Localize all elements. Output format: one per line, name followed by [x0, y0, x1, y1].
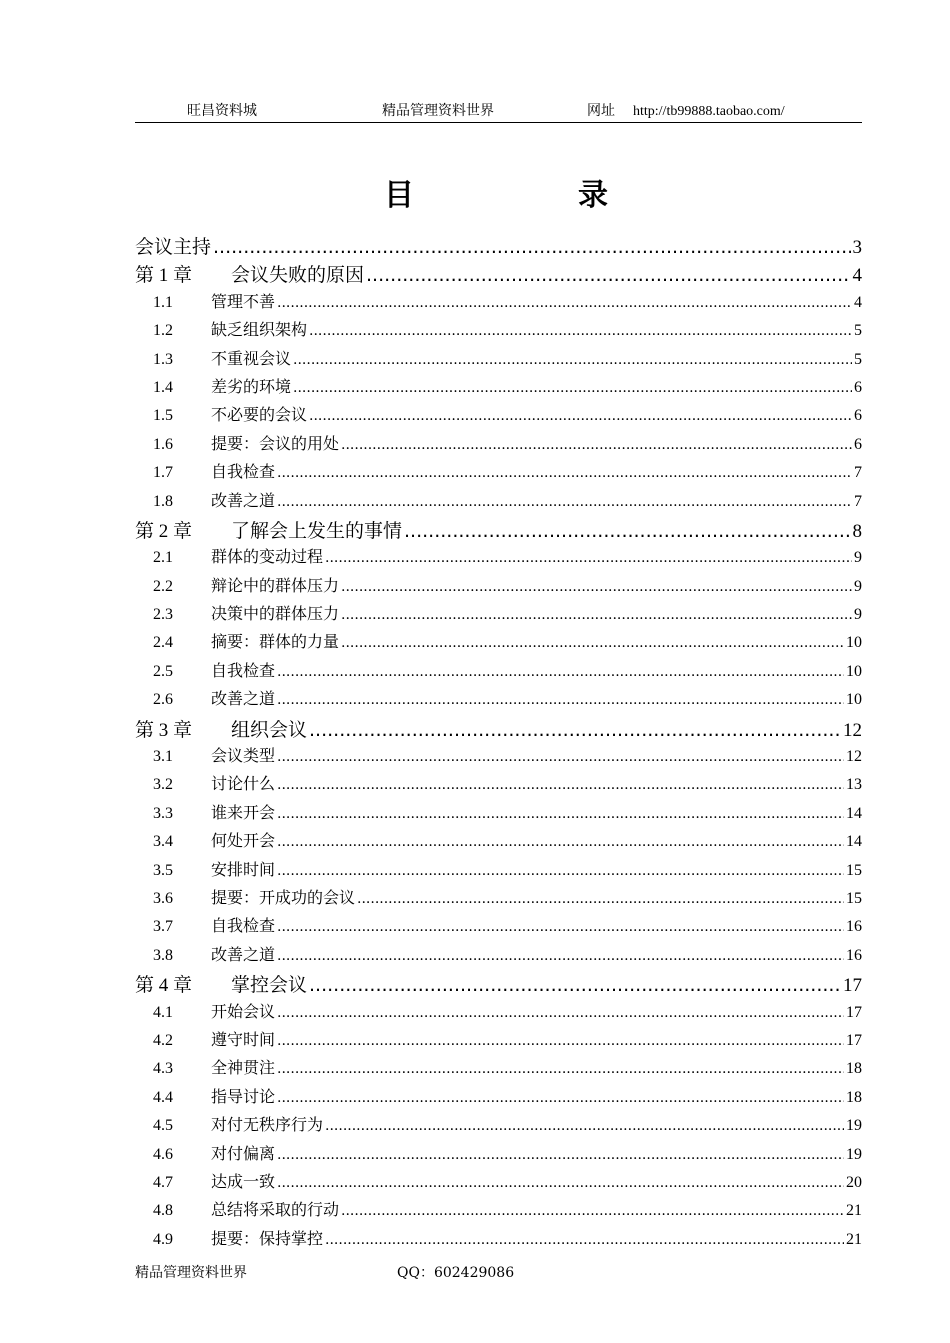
page-title — [0, 170, 950, 214]
toc-entry-title: 决策中的群体压力 — [211, 604, 340, 624]
toc-entry-title: 组织会议 — [231, 718, 308, 741]
toc-entry-title: 群体的变动过程 — [211, 547, 324, 567]
toc-dot-leader — [277, 1175, 844, 1191]
toc-entry-number: 4.9 — [153, 1230, 173, 1248]
toc-section-entry[interactable] — [135, 885, 862, 913]
toc-entry-page: 21 — [846, 1230, 862, 1248]
toc-entry-number: 3.5 — [153, 861, 173, 879]
toc-entry-page: 5 — [854, 350, 862, 368]
toc-dot-leader — [341, 1203, 844, 1219]
toc-entry-title: 自我检查 — [211, 462, 276, 482]
toc-entry-number: 1.1 — [153, 293, 173, 311]
toc-dot-leader — [293, 352, 852, 368]
toc-section-entry[interactable] — [135, 402, 862, 430]
toc-section-entry[interactable] — [135, 800, 862, 828]
toc-section-entry[interactable] — [135, 629, 862, 657]
header-site-name: 旺昌资料城 — [187, 103, 257, 119]
toc-entry-number: 1.2 — [153, 322, 173, 340]
toc-section-entry[interactable] — [135, 942, 862, 970]
toc-entry-page: 20 — [846, 1173, 862, 1191]
toc-entry-title: 指导讨论 — [211, 1086, 276, 1106]
toc-entry-page: 8 — [852, 520, 862, 542]
toc-entry-number: 4.3 — [153, 1060, 173, 1078]
toc-entry-page: 14 — [846, 804, 862, 822]
toc-dot-leader — [277, 834, 844, 850]
toc-section-entry[interactable] — [135, 1226, 862, 1254]
toc-entry-number: 2.4 — [153, 634, 173, 652]
toc-entry-title: 遵守时间 — [211, 1029, 276, 1049]
toc-entry-title: 会议失败的原因 — [231, 264, 365, 287]
toc-entry-page: 17 — [846, 1003, 862, 1021]
toc-entry-number: 4.2 — [153, 1031, 173, 1049]
toc-entry-page: 9 — [854, 577, 862, 595]
toc-entry-page: 13 — [846, 776, 862, 794]
toc-section-entry[interactable] — [135, 601, 862, 629]
title-char-1: 目 — [384, 178, 414, 213]
toc-section-entry[interactable] — [135, 431, 862, 459]
toc-chapter-entry[interactable] — [135, 232, 862, 260]
toc-entry-page: 15 — [846, 889, 862, 907]
title-char-2: 录 — [578, 178, 608, 213]
toc-section-entry[interactable] — [135, 999, 862, 1027]
toc-dot-leader — [341, 607, 852, 623]
toc-entry-page: 17 — [846, 1031, 862, 1049]
toc-entry-title: 了解会上发生的事情 — [231, 519, 403, 542]
toc-dot-leader — [309, 408, 852, 424]
toc-section-entry[interactable] — [135, 573, 862, 601]
toc-entry-number: 3.2 — [153, 776, 173, 794]
toc-dot-leader — [277, 806, 844, 822]
toc-entry-title: 辩论中的群体压力 — [211, 575, 340, 595]
toc-section-entry[interactable] — [135, 1055, 862, 1083]
toc-entry-number: 3.8 — [153, 946, 173, 964]
toc-entry-number: 3.3 — [153, 804, 173, 822]
toc-section-entry[interactable] — [135, 289, 862, 317]
toc-section-entry[interactable] — [135, 1027, 862, 1055]
toc-entry-title: 谁来开会 — [211, 802, 276, 822]
toc-entry-title: 改善之道 — [211, 689, 276, 709]
toc-dot-leader — [277, 1033, 844, 1049]
toc-dot-leader — [309, 719, 841, 741]
toc-entry-title: 讨论什么 — [211, 774, 276, 794]
toc-entry-number: 4.1 — [153, 1003, 173, 1021]
toc-entry-number: 第 4 章 — [135, 975, 193, 997]
toc-dot-leader — [277, 1090, 844, 1106]
toc-entry-number: 1.3 — [153, 350, 173, 368]
toc-section-entry[interactable] — [135, 544, 862, 572]
toc-entry-number: 第 3 章 — [135, 719, 193, 741]
toc-dot-leader — [325, 550, 852, 566]
toc-entry-number: 第 2 章 — [135, 520, 193, 542]
toc-dot-leader — [277, 863, 844, 879]
toc-entry-title: 自我检查 — [211, 660, 276, 680]
toc-section-entry[interactable] — [135, 913, 862, 941]
toc-section-entry[interactable] — [135, 857, 862, 885]
toc-chapter-entry[interactable] — [135, 715, 862, 743]
toc-entry-number: 2.1 — [153, 549, 173, 567]
footer-qq: QQ：602429086 — [397, 1265, 515, 1281]
toc-entry-page: 16 — [846, 918, 862, 936]
toc-entry-title: 达成一致 — [211, 1171, 276, 1191]
toc-entry-number: 3.4 — [153, 833, 173, 851]
toc-dot-leader — [357, 891, 844, 907]
toc-entry-page: 14 — [846, 833, 862, 851]
toc-section-entry[interactable] — [135, 488, 862, 516]
toc-dot-leader — [277, 295, 852, 311]
toc-entry-number: 1.6 — [153, 435, 173, 453]
toc-chapter-entry[interactable] — [135, 516, 862, 544]
toc-entry-page: 15 — [846, 861, 862, 879]
toc-entry-number: 2.3 — [153, 606, 173, 624]
toc-entry-number: 1.5 — [153, 407, 173, 425]
toc-entry-title: 差劣的环境 — [211, 376, 292, 396]
toc-dot-leader — [277, 692, 844, 708]
toc-section-entry[interactable] — [135, 658, 862, 686]
toc-entry-number: 2.5 — [153, 662, 173, 680]
toc-dot-leader — [277, 494, 852, 510]
toc-entry-number: 第 1 章 — [135, 265, 193, 287]
toc-entry-number: 4.6 — [153, 1145, 173, 1163]
toc-entry-page: 12 — [846, 748, 862, 766]
toc-entry-page: 12 — [843, 719, 862, 741]
toc-entry-title: 掌控会议 — [231, 974, 308, 997]
toc-entry-page: 9 — [854, 606, 862, 624]
toc-entry-page: 7 — [854, 464, 862, 482]
toc-entry-number: 4.4 — [153, 1088, 173, 1106]
toc-entry-page: 4 — [854, 293, 862, 311]
toc-entry-page: 21 — [846, 1202, 862, 1220]
toc-dot-leader — [213, 236, 850, 258]
toc-dot-leader — [277, 948, 844, 964]
toc-entry-title: 摘要：群体的力量 — [211, 632, 340, 652]
toc-entry-title: 改善之道 — [211, 490, 276, 510]
toc-section-entry[interactable] — [135, 686, 862, 714]
toc-entry-page: 6 — [854, 378, 862, 396]
toc-entry-page: 6 — [854, 407, 862, 425]
header-website — [587, 100, 785, 120]
toc-entry-title: 会议主持 — [135, 236, 212, 258]
toc-entry-title: 提要：开成功的会议 — [211, 887, 356, 907]
toc-entry-number: 4.8 — [153, 1202, 173, 1220]
toc-dot-leader — [277, 1061, 844, 1077]
toc-entry-page: 19 — [846, 1117, 862, 1135]
toc-entry-title: 不必要的会议 — [211, 405, 308, 425]
footer-left-text: 精品管理资料世界 — [135, 1265, 247, 1281]
toc-entry-title: 提要：保持掌控 — [211, 1228, 324, 1248]
toc-section-entry[interactable] — [135, 743, 862, 771]
header-website-label: 网址 — [587, 103, 615, 119]
toc-section-entry[interactable] — [135, 1141, 862, 1169]
toc-entry-page: 10 — [846, 662, 862, 680]
toc-section-entry[interactable] — [135, 459, 862, 487]
toc-dot-leader — [277, 749, 844, 765]
toc-dot-leader — [277, 1147, 844, 1163]
toc-entry-title: 管理不善 — [211, 291, 276, 311]
toc-entry-number: 3.7 — [153, 918, 173, 936]
toc-entry-title: 对付无秩序行为 — [211, 1115, 324, 1135]
toc-entry-page: 4 — [852, 265, 862, 287]
toc-entry-title: 不重视会议 — [211, 348, 292, 368]
toc-entry-title: 全神贯注 — [211, 1058, 276, 1078]
toc-section-entry[interactable] — [135, 1197, 862, 1225]
toc-dot-leader — [277, 664, 844, 680]
toc-entry-title: 会议类型 — [211, 746, 276, 766]
toc-section-entry[interactable] — [135, 374, 862, 402]
toc-dot-leader — [277, 465, 852, 481]
toc-entry-title: 总结将采取的行动 — [211, 1200, 340, 1220]
toc-dot-leader — [309, 323, 852, 339]
table-of-contents — [135, 232, 862, 1254]
toc-entry-page: 5 — [854, 322, 862, 340]
toc-entry-title: 何处开会 — [211, 831, 276, 851]
toc-entry-page: 19 — [846, 1145, 862, 1163]
toc-entry-number: 1.4 — [153, 378, 173, 396]
toc-chapter-entry[interactable] — [135, 260, 862, 288]
toc-entry-page: 10 — [846, 634, 862, 652]
toc-entry-title: 开始会议 — [211, 1001, 276, 1021]
toc-dot-leader — [309, 974, 841, 996]
toc-entry-page: 18 — [846, 1088, 862, 1106]
toc-dot-leader — [341, 635, 844, 651]
toc-entry-number: 3.1 — [153, 748, 173, 766]
toc-dot-leader — [293, 380, 852, 396]
toc-entry-number: 4.5 — [153, 1117, 173, 1135]
toc-dot-leader — [325, 1118, 844, 1134]
toc-entry-page: 3 — [852, 237, 862, 258]
toc-section-entry[interactable] — [135, 346, 862, 374]
toc-entry-number: 2.6 — [153, 691, 173, 709]
toc-chapter-entry[interactable] — [135, 970, 862, 998]
toc-section-entry[interactable] — [135, 317, 862, 345]
toc-entry-number: 1.8 — [153, 492, 173, 510]
page-header — [135, 96, 862, 123]
toc-dot-leader — [366, 264, 850, 286]
toc-section-entry[interactable] — [135, 1084, 862, 1112]
toc-entry-page: 17 — [843, 975, 862, 997]
toc-entry-page: 18 — [846, 1060, 862, 1078]
toc-entry-page: 9 — [854, 549, 862, 567]
toc-dot-leader — [341, 579, 852, 595]
toc-entry-number: 2.2 — [153, 577, 173, 595]
header-website-url[interactable]: http://tb99888.taobao.com/ — [633, 104, 785, 119]
toc-entry-page: 10 — [846, 691, 862, 709]
toc-dot-leader — [277, 777, 844, 793]
toc-entry-number: 3.6 — [153, 889, 173, 907]
header-slogan: 精品管理资料世界 — [382, 103, 494, 119]
toc-entry-title: 安排时间 — [211, 859, 276, 879]
toc-entry-title: 缺乏组织架构 — [211, 320, 308, 340]
toc-entry-title: 改善之道 — [211, 944, 276, 964]
toc-dot-leader — [277, 1005, 844, 1021]
toc-section-entry[interactable] — [135, 771, 862, 799]
toc-dot-leader — [325, 1232, 844, 1248]
toc-entry-page: 7 — [854, 492, 862, 510]
toc-entry-page: 6 — [854, 435, 862, 453]
toc-entry-number: 4.7 — [153, 1173, 173, 1191]
toc-section-entry[interactable] — [135, 1169, 862, 1197]
toc-dot-leader — [404, 520, 850, 542]
toc-dot-leader — [341, 437, 852, 453]
toc-dot-leader — [277, 919, 844, 935]
toc-entry-page: 16 — [846, 946, 862, 964]
toc-entry-title: 提要：会议的用处 — [211, 433, 340, 453]
toc-entry-title: 对付偏离 — [211, 1143, 276, 1163]
toc-section-entry[interactable] — [135, 1112, 862, 1140]
toc-entry-title: 自我检查 — [211, 916, 276, 936]
toc-section-entry[interactable] — [135, 828, 862, 856]
toc-entry-number: 1.7 — [153, 464, 173, 482]
